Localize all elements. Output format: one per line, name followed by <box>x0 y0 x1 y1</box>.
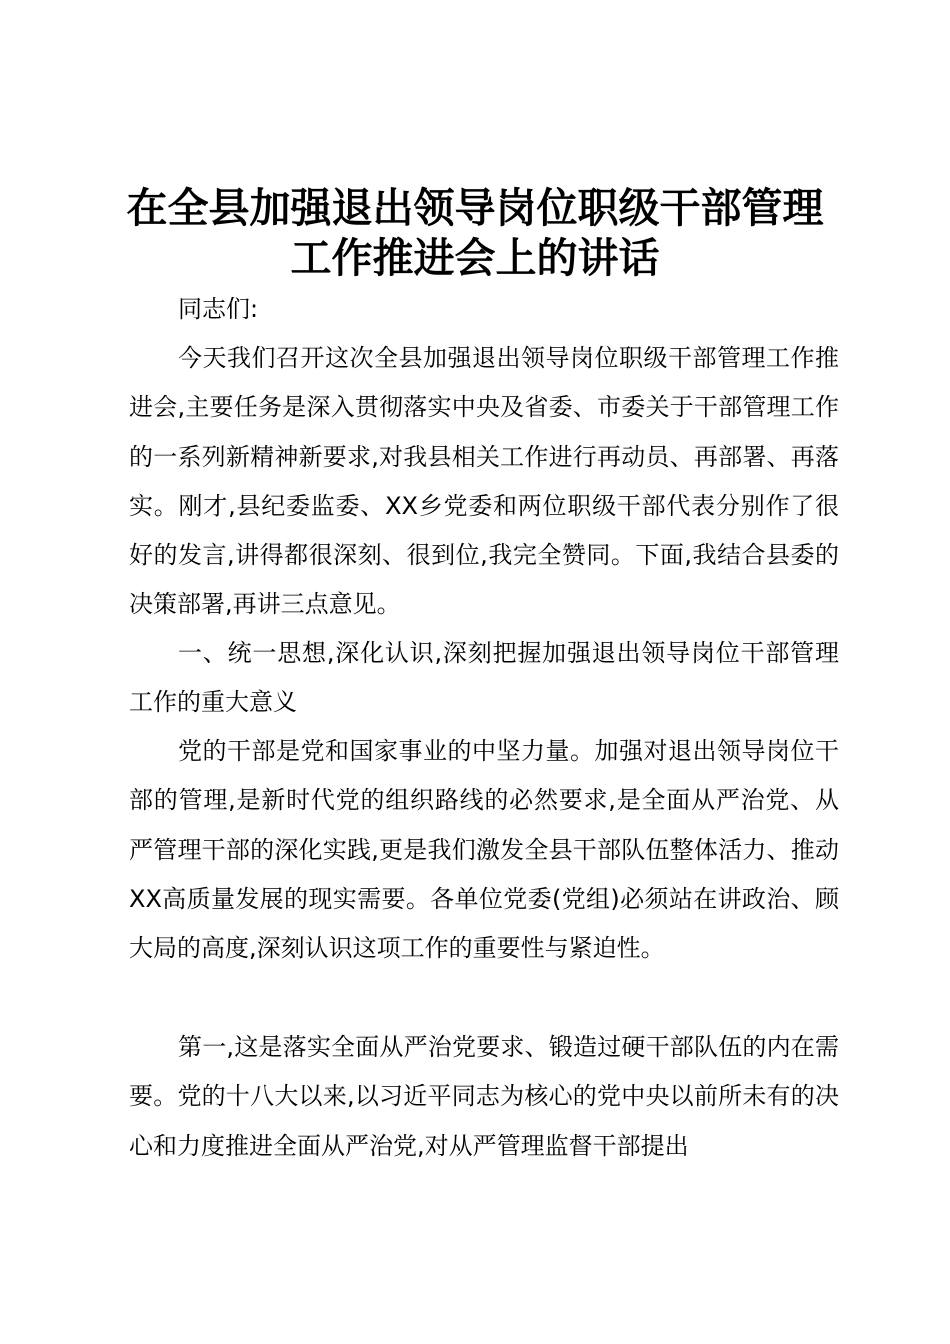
paragraph-opening: 今天我们召开这次全县加强退出领导岗位职级干部管理工作推进会,主要任务是深入贯彻落实中央及省委、市委关于干部管理工作的一系列新精神新要求,对我县相关工作进行再动员、再部署、再落实。刚才,县纪委监委、XX乡党委和两位职级干部代表分别作了很好的发言,讲得都很深刻、很到位,我完全赞同。下面,我结合县委的决策部署,再讲三点意见。 <box>129 344 839 619</box>
paragraph-significance: 党的干部是党和国家事业的中坚力量。加强对退出领导岗位干部的管理,是新时代党的组织路线的必然要求,是全面从严治党、从严管理干部的深化实践,更是我们激发全县干部队伍整体活力、推动XX高质量发展的现实需要。各单位党委(党组)必须站在讲政治、顾大局的高度,深刻认识这项工作的重要性与紧迫性。 <box>129 737 839 963</box>
section-heading-one: 一、统一思想,深化认识,深刻把握加强退出领导岗位干部管理工作的重大意义 <box>129 639 839 717</box>
document-title-line-2: 工作推进会上的讲话 <box>290 234 660 282</box>
paragraph-first-point: 第一,这是落实全面从严治党要求、锻造过硬干部队伍的内在需要。党的十八大以来,以习近平同志为核心的党中央以前所未有的决心和力度推进全面从严治党,对从严管理监督干部提出 <box>129 1033 839 1160</box>
document-title-line-1: 在全县加强退出领导岗位职级干部管理 <box>126 184 824 232</box>
salutation: 同志们: <box>178 295 259 323</box>
